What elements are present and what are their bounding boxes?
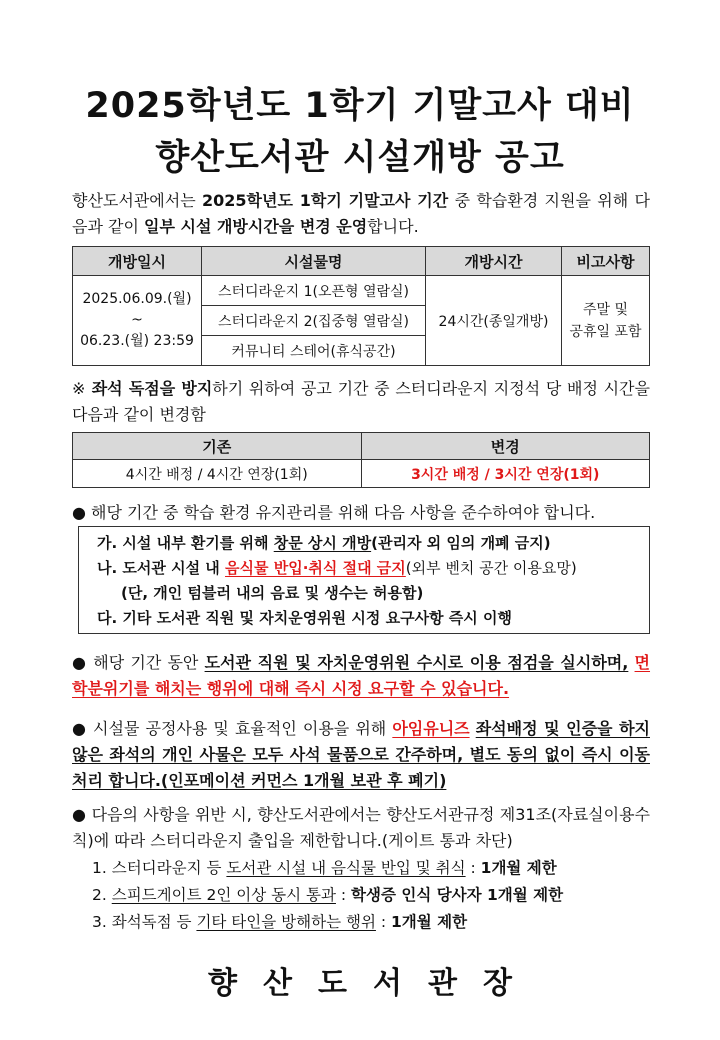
notice-text: ※ <box>72 379 92 398</box>
penalty-item: 기타 타인을 방해하는 행위 <box>196 913 376 931</box>
after-cell: 3시간 배정 / 3시간 연장(1회) <box>361 460 650 488</box>
header-hours: 개방시간 <box>426 247 562 276</box>
hours-cell: 24시간(종일개방) <box>426 276 562 366</box>
date-cell <box>73 276 202 366</box>
notice-emphasis: 좌석 독점을 방지 <box>91 379 213 398</box>
list-item <box>92 855 563 882</box>
intro-period: 2025학년도 1학기 기말고사 기간 <box>202 191 449 210</box>
intro-change: 일부 시설 개방시간을 변경 운영 <box>144 217 368 236</box>
intro-text: 중 학습환경 지원을 위해 다음과 같이 <box>72 191 651 236</box>
facility-cell: 스터디라운지 2(집중형 열람실) <box>202 306 426 336</box>
penalty-number: 1. 스터디라운지 등 <box>92 859 227 877</box>
date-end: 06.23.(월) 23:59 <box>80 333 194 349</box>
bullet-violation: ● 다음의 사항을 위반 시, 향산도서관에서는 향산도서관규정 제31조(자료실이용수칙)에 따라 스터디라운지 출입을 제한합니다.(게이트 통과 차단) <box>72 805 650 850</box>
header-facility: 시설물명 <box>202 247 426 276</box>
penalty-separator: : <box>465 859 481 877</box>
rule-ga <box>97 531 649 556</box>
list-item <box>92 882 563 909</box>
rule-text: (관리자 외 임의 개폐 금지) <box>371 534 551 552</box>
bullet-warning: 면학분위기를 해치는 행위에 대해 즉시 시정 요구할 수 있습니다. <box>72 653 651 698</box>
notice-paragraph <box>72 376 650 428</box>
bullet-emphasis: 좌석배정 및 인증을 하지 않은 좌석의 개인 사물은 모두 사석 물품으로 간주하며, 별도 동의 없이 즉시 이동처리 합니다.(인포메이션 커먼스 1개월 보관 후 폐기) <box>72 719 650 790</box>
penalty-item: 도서관 시설 내 음식물 반입 및 취식 <box>226 859 466 877</box>
rule-text: (외부 벤치 공간 이용요망) <box>405 559 577 577</box>
rule-emphasis: 음식물 반입·취식 절대 금지 <box>225 559 406 577</box>
penalty-item: 스피드게이트 2인 이상 동시 통과 <box>111 886 336 904</box>
schedule-table <box>72 246 650 366</box>
date-start: 2025.06.09.(월) <box>82 291 192 307</box>
rule-na <box>97 556 649 581</box>
intro-paragraph <box>72 188 650 240</box>
note-line-1: 주말 및 <box>582 301 629 318</box>
note-line-2: 공휴일 포함 <box>569 323 642 340</box>
rule-na-sub: (단, 개인 텀블러 내의 음료 및 생수는 허용함) <box>121 584 424 602</box>
bullet-emphasis: 도서관 직원 및 자치운영위원 수시로 이용 점검을 실시하며, <box>204 653 629 672</box>
penalty-number: 3. 좌석독점 등 <box>92 913 197 931</box>
notice-text: 하기 위하여 공고 기간 중 스터디라운지 지정석 당 배정 시간을 다음과 같이 변경함 <box>72 379 650 424</box>
header-before: 기존 <box>73 433 362 460</box>
facility-cell: 커뮤니티 스테어(휴식공간) <box>202 336 426 366</box>
penalty-number: 2. <box>92 886 112 904</box>
title-line-1: 2025학년도 1학기 기말고사 대비 <box>85 86 635 126</box>
bullet-app-name: 아임유니즈 <box>392 719 470 738</box>
bullet-text: ● 시설물 공정사용 및 효율적인 이용을 위해 <box>72 719 393 738</box>
header-date: 개방일시 <box>73 247 202 276</box>
bullet-seat-policy <box>72 716 650 794</box>
rule-text: 나. 도서관 시설 내 <box>97 559 226 577</box>
before-cell: 4시간 배정 / 4시간 연장(1회) <box>73 460 362 488</box>
title-line-2: 향산도서관 시설개방 공고 <box>155 138 565 178</box>
penalty-result: 1개월 제한 <box>391 913 468 931</box>
rule-emphasis: 창문 상시 개방 <box>273 534 372 552</box>
note-cell <box>562 276 650 366</box>
intro-text: 합니다. <box>367 217 419 236</box>
penalty-result: 학생증 인식 당사자 1개월 제한 <box>351 886 564 904</box>
rules-box <box>78 526 650 634</box>
penalty-separator: : <box>375 913 392 931</box>
list-item <box>92 909 563 936</box>
facility-cell: 스터디라운지 1(오픈형 열람실) <box>202 276 426 306</box>
bullet-inspection <box>72 650 650 702</box>
footer-signature: 향산도서관장 <box>208 966 538 1001</box>
header-note: 비고사항 <box>562 247 650 276</box>
penalty-separator: : <box>335 886 352 904</box>
penalty-result: 1개월 제한 <box>480 859 557 877</box>
date-separator: ~ <box>131 312 143 328</box>
bullet-text: ● 해당 기간 동안 <box>72 653 205 672</box>
change-table <box>72 432 650 488</box>
bullet-compliance: ● 해당 기간 중 학습 환경 유지관리를 위해 다음 사항을 준수하여야 합니다. <box>72 503 596 522</box>
header-after: 변경 <box>361 433 650 460</box>
intro-text: 향산도서관에서는 <box>72 191 203 210</box>
rule-text: 가. 시설 내부 환기를 위해 <box>97 534 274 552</box>
rule-da: 다. 기타 도서관 직원 및 자치운영위원 시정 요구사항 즉시 이행 <box>97 609 512 627</box>
penalty-list <box>92 855 563 936</box>
